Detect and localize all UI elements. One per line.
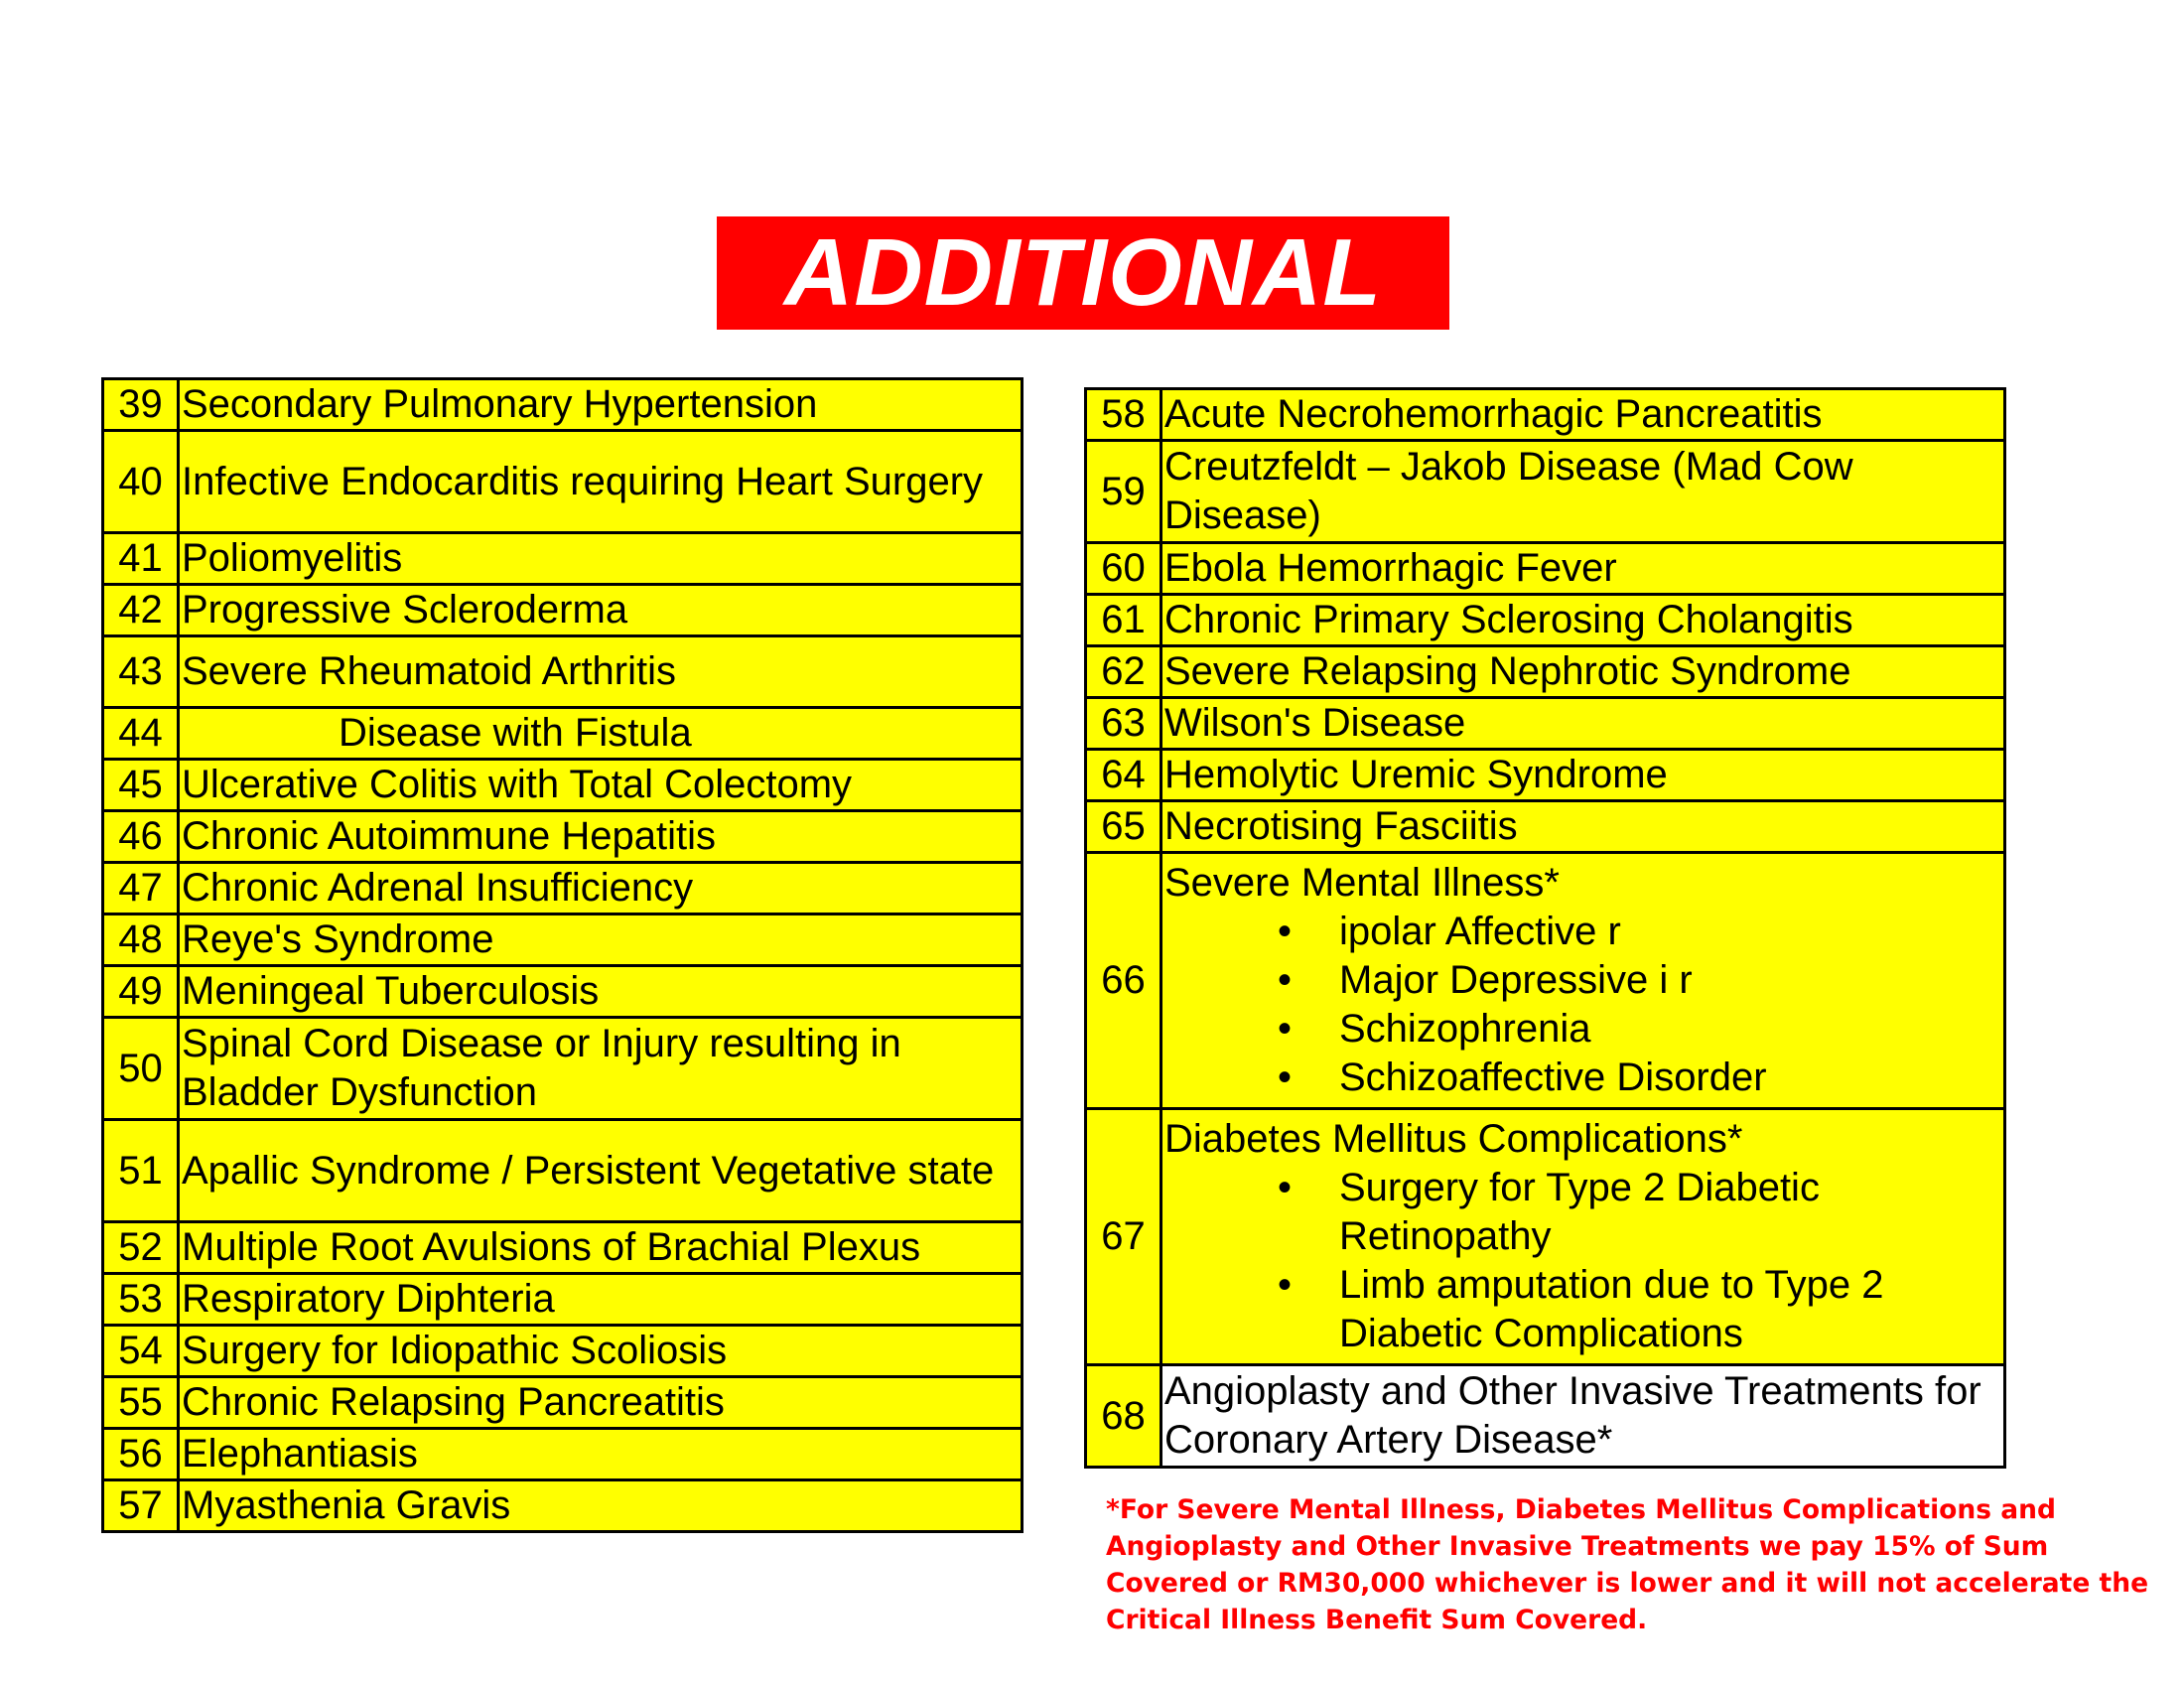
page-title: ADDITIONAL	[784, 219, 1382, 326]
condition-name: Ulcerative Colitis with Total Colectomy	[179, 760, 1023, 811]
condition-number: 51	[103, 1120, 179, 1222]
condition-name: Chronic Primary Sclerosing Cholangitis	[1161, 595, 2005, 646]
table-row	[1086, 853, 2005, 1109]
conditions-table-right	[1084, 387, 2006, 1469]
sub-condition-list	[1164, 908, 2001, 1102]
condition-name: Infective Endocarditis requiring Heart Surgery	[179, 431, 1023, 533]
condition-name: Creutzfeldt – Jakob Disease (Mad Cow Disease)	[1161, 441, 2005, 543]
condition-number: 42	[103, 585, 179, 636]
table-row	[1086, 750, 2005, 801]
condition-name: Elephantiasis	[179, 1429, 1023, 1480]
condition-name: Spinal Cord Disease or Injury resulting in Bladder Dysfunction	[179, 1018, 1023, 1120]
condition-name: Respiratory Diphteria	[179, 1274, 1023, 1326]
table-row	[1086, 646, 2005, 698]
list-item	[1164, 1261, 2001, 1358]
sub-condition: ipolar Affective r	[1339, 910, 1621, 953]
table-row	[103, 636, 1023, 708]
condition-name: Multiple Root Avulsions of Brachial Plexus	[179, 1222, 1023, 1274]
condition-name: Severe Mental Illness*	[1164, 861, 1560, 905]
table-row	[103, 1120, 1023, 1222]
condition-name-cell	[179, 708, 1023, 760]
table-row	[103, 914, 1023, 966]
condition-number: 66	[1086, 853, 1161, 1109]
table-row	[103, 1377, 1023, 1429]
list-item	[1164, 956, 2001, 1005]
condition-number: 54	[103, 1326, 179, 1377]
table-row	[103, 1018, 1023, 1120]
table-row	[103, 585, 1023, 636]
condition-name: Secondary Pulmonary Hypertension	[179, 379, 1023, 431]
condition-name: Ebola Hemorrhagic Fever	[1161, 543, 2005, 595]
condition-name: Chronic Adrenal Insufficiency	[179, 863, 1023, 914]
table-row	[103, 1274, 1023, 1326]
bullet: •	[1277, 1263, 1292, 1307]
condition-number: 64	[1086, 750, 1161, 801]
condition-name: Hemolytic Uremic Syndrome	[1161, 750, 2005, 801]
bullet: •	[1277, 1007, 1292, 1051]
table-row	[103, 379, 1023, 431]
table-row	[1086, 595, 2005, 646]
condition-name: Wilson's Disease	[1161, 698, 2005, 750]
sub-condition: Major Depressive i r	[1339, 958, 1693, 1002]
condition-name: Reye's Syndrome	[179, 914, 1023, 966]
condition-number: 63	[1086, 698, 1161, 750]
table-row	[1086, 543, 2005, 595]
list-item	[1164, 1005, 2001, 1054]
condition-name: Meningeal Tuberculosis	[179, 966, 1023, 1018]
table-row	[103, 431, 1023, 533]
conditions-table-left	[101, 377, 1024, 1533]
table-row	[103, 811, 1023, 863]
condition-name: Severe Relapsing Nephrotic Syndrome	[1161, 646, 2005, 698]
table-row	[1086, 698, 2005, 750]
condition-number: 61	[1086, 595, 1161, 646]
sub-condition-list	[1164, 1164, 2001, 1358]
table-row	[103, 760, 1023, 811]
condition-number: 39	[103, 379, 179, 431]
condition-name: Chronic Relapsing Pancreatitis	[179, 1377, 1023, 1429]
condition-number: 46	[103, 811, 179, 863]
list-item	[1164, 1164, 2001, 1261]
condition-cell-diabetes	[1161, 1109, 2005, 1365]
condition-number: 48	[103, 914, 179, 966]
condition-number: 57	[103, 1480, 179, 1532]
list-item	[1164, 908, 2001, 956]
condition-name: Myasthenia Gravis	[179, 1480, 1023, 1532]
condition-number: 67	[1086, 1109, 1161, 1365]
condition-number: 55	[103, 1377, 179, 1429]
condition-number: 58	[1086, 389, 1161, 441]
condition-name: Surgery for Idiopathic Scoliosis	[179, 1326, 1023, 1377]
bullet: •	[1277, 1055, 1292, 1099]
table-row	[103, 1429, 1023, 1480]
condition-number: 43	[103, 636, 179, 708]
condition-number: 49	[103, 966, 179, 1018]
table-row	[103, 533, 1023, 585]
table-row	[1086, 1109, 2005, 1365]
sub-condition: Schizoaffective Disorder	[1339, 1055, 1767, 1099]
condition-name: Diabetes Mellitus Complications*	[1164, 1117, 1743, 1161]
condition-name: Chronic Autoimmune Hepatitis	[179, 811, 1023, 863]
table-row	[1086, 389, 2005, 441]
condition-number: 41	[103, 533, 179, 585]
condition-name: Apallic Syndrome / Persistent Vegetative state	[179, 1120, 1023, 1222]
table-row	[103, 1480, 1023, 1532]
condition-name: Poliomyelitis	[179, 533, 1023, 585]
bullet: •	[1277, 958, 1292, 1002]
condition-number: 47	[103, 863, 179, 914]
condition-name: Progressive Scleroderma	[179, 585, 1023, 636]
sub-condition: Schizophrenia	[1339, 1007, 1591, 1051]
bullet: •	[1277, 910, 1292, 953]
table-row	[103, 966, 1023, 1018]
condition-number: 52	[103, 1222, 179, 1274]
bullet: •	[1277, 1166, 1292, 1209]
condition-number: 40	[103, 431, 179, 533]
condition-name: Severe Rheumatoid Arthritis	[179, 636, 1023, 708]
table-row	[103, 1222, 1023, 1274]
condition-number: 45	[103, 760, 179, 811]
sub-condition: Limb amputation due to Type 2 Diabetic Complications	[1339, 1263, 1884, 1355]
condition-number: 56	[103, 1429, 179, 1480]
condition-number: 65	[1086, 801, 1161, 853]
condition-number: 62	[1086, 646, 1161, 698]
condition-number: 44	[103, 708, 179, 760]
table-row	[103, 863, 1023, 914]
table-row	[103, 1326, 1023, 1377]
table-row	[103, 708, 1023, 760]
title-banner	[717, 216, 1449, 330]
condition-number: 59	[1086, 441, 1161, 543]
table-row	[1086, 1365, 2005, 1468]
condition-number: 50	[103, 1018, 179, 1120]
table-row	[1086, 441, 2005, 543]
list-item	[1164, 1054, 2001, 1102]
table-row	[1086, 801, 2005, 853]
condition-name: Acute Necrohemorrhagic Pancreatitis	[1161, 389, 2005, 441]
condition-name: Necrotising Fasciitis	[1161, 801, 2005, 853]
condition-name: Angioplasty and Other Invasive Treatments for Coronary Artery Disease*	[1161, 1365, 2005, 1468]
footnote: *For Severe Mental Illness, Diabetes Mellitus Complications and Angioplasty and Other Invasive Treatments we pay 15% of Sum Covered or RM30,000 whichever is lower and it will not accelerate the Critical Illness Benefit Sum Covered.	[1106, 1494, 2149, 1635]
condition-number: 53	[103, 1274, 179, 1326]
condition-cell-mental-illness	[1161, 853, 2005, 1109]
sub-condition: Surgery for Type 2 Diabetic Retinopathy	[1339, 1166, 1820, 1258]
condition-number: 68	[1086, 1365, 1161, 1468]
condition-number: 60	[1086, 543, 1161, 595]
condition-name: Disease with Fistula	[339, 711, 692, 755]
